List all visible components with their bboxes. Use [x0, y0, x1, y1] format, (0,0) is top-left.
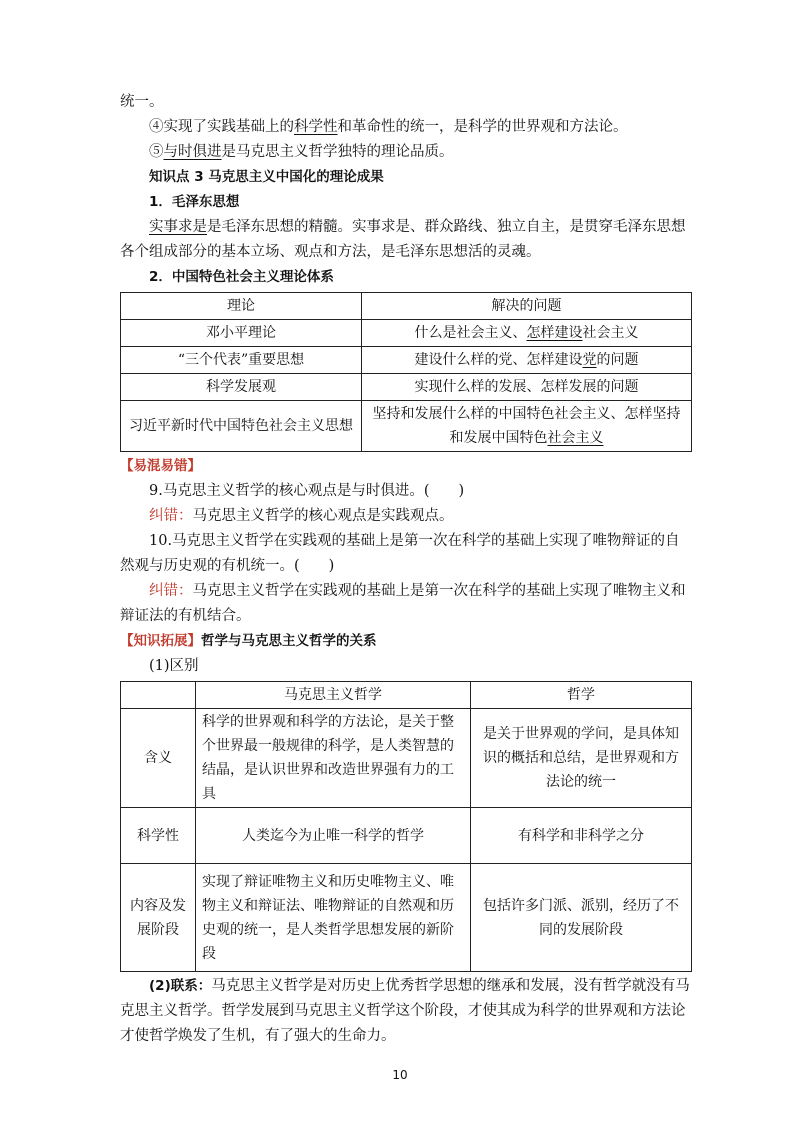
document-page	[120, 90, 692, 1049]
text-line	[120, 115, 692, 140]
subheading: (1)区别	[149, 658, 199, 674]
extension-tag: 【知识拓展】	[120, 633, 201, 649]
table-row	[121, 709, 692, 808]
underlined-term: 实事求是	[149, 219, 207, 235]
problem-cell	[362, 320, 692, 347]
text-span: 是马克思主义哲学独特的理论品质。	[221, 144, 454, 160]
table-header	[121, 682, 196, 709]
table-row	[121, 808, 692, 864]
phil-cell: 包括许多门派、派别，经历了不同的发展阶段	[471, 864, 692, 972]
page-number: 10	[392, 1068, 408, 1082]
table-row	[121, 320, 692, 347]
row-label: 含义	[121, 709, 196, 808]
underlined-term: 与时俱进	[163, 144, 222, 160]
text-span: 坚持和发展什么样的中国特色社会主义、怎样坚持和发展中国特色	[372, 406, 681, 446]
subsection-heading: 1．毛泽东思想	[149, 194, 240, 210]
table-header: 哲学	[471, 682, 692, 709]
text-span: 是毛泽东思想的精髓。实事求是、群众路线、独立自主，是贯穿毛泽东思想各个组成部分的基本立场、观点和方法，是毛泽东思想活的灵魂。	[120, 219, 686, 260]
confusion-tag: 【易混易错】	[120, 458, 201, 474]
correction-9	[120, 504, 692, 529]
connection-paragraph	[120, 974, 692, 1049]
text-span: 实现什么样的发展、怎样发展的问题	[414, 379, 639, 395]
section-heading: 知识点 3 马克思主义中国化的理论成果	[149, 169, 384, 185]
problem-cell	[362, 347, 692, 374]
text-line: 统一。	[120, 94, 164, 110]
theory-cell: 科学发展观	[121, 374, 362, 401]
text-span: 的问题	[596, 352, 639, 368]
underlined-term: 科学性	[294, 119, 338, 135]
text-span: 什么是社会主义、	[414, 325, 527, 341]
table-header: 马克思主义哲学	[196, 682, 471, 709]
correction-label: 纠错：	[149, 583, 193, 599]
extension-title: 哲学与马克思主义哲学的关系	[201, 633, 377, 649]
text-span: 和革命性的统一，是科学的世界观和方法论。	[337, 119, 628, 135]
text-line	[120, 140, 692, 165]
question-10: 10.马克思主义哲学在实践观的基础上是第一次在科学的基础上实现了唯物辩证的自然观与历史观的有机统一。( )	[120, 533, 680, 574]
theory-cell: 邓小平理论	[121, 320, 362, 347]
comparison-table	[120, 681, 692, 972]
table-row	[121, 374, 692, 401]
phil-cell: 是关于世界观的学问，是具体知识的概括和总结，是世界观和方法论的统一	[471, 709, 692, 808]
text-span: 马克思主义哲学是对历史上优秀哲学思想的继承和发展，没有哲学就没有马克思主义哲学。哲学发展到马克思主义哲学这个阶段，才使其成为科学的世界观和方法论才使哲学焕发了生机，有了强大的生命力。	[120, 978, 690, 1044]
paragraph	[120, 215, 692, 265]
phil-cell: 有科学和非科学之分	[471, 808, 692, 864]
theory-cell: “三个代表”重要思想	[121, 347, 362, 374]
subsection-heading: 2．中国特色社会主义理论体系	[149, 269, 334, 285]
table-row	[121, 347, 692, 374]
underlined-term: 怎样建设	[526, 325, 583, 341]
text-span: 社会主义	[582, 325, 639, 341]
problem-cell	[362, 401, 692, 452]
marx-cell: 实现了辩证唯物主义和历史唯物主义、唯物主义和辩证法、唯物辩证的自然观和历史观的统一，是人类哲学思想发展的新阶段	[196, 864, 471, 972]
extension-heading	[120, 629, 692, 654]
marx-cell: 科学的世界观和科学的方法论，是关于整个世界最一般规律的科学，是人类智慧的结晶，是认识世界和改造世界强有力的工具	[196, 709, 471, 808]
text-span: 马克思主义哲学在实践观的基础上是第一次在科学的基础上实现了唯物主义和辩证法的有机结合。	[120, 583, 686, 624]
correction-label: 纠错：	[149, 508, 193, 524]
question-9: 9.马克思主义哲学的核心观点是与时俱进。( )	[149, 483, 465, 499]
row-label: 内容及发展阶段	[121, 864, 196, 972]
theory-cell: 习近平新时代中国特色社会主义思想	[121, 401, 362, 452]
table-row	[121, 864, 692, 972]
connection-label: (2)联系：	[149, 978, 212, 994]
problem-cell	[362, 374, 692, 401]
text-span: 建设什么样的党、怎样建设	[414, 352, 583, 368]
underlined-term: 党	[582, 352, 597, 368]
marx-cell: 人类迄今为止唯一科学的哲学	[196, 808, 471, 864]
text-span: ⑤	[149, 144, 164, 160]
table-header: 解决的问题	[362, 293, 692, 320]
table-row	[121, 401, 692, 452]
text-span: ④实现了实践基础上的	[149, 119, 294, 135]
underlined-term: 社会主义	[547, 430, 604, 446]
theory-table	[120, 292, 692, 452]
row-label: 科学性	[121, 808, 196, 864]
correction-10	[120, 579, 692, 629]
table-header: 理论	[121, 293, 362, 320]
text-span: 马克思主义哲学的核心观点是实践观点。	[192, 508, 454, 524]
